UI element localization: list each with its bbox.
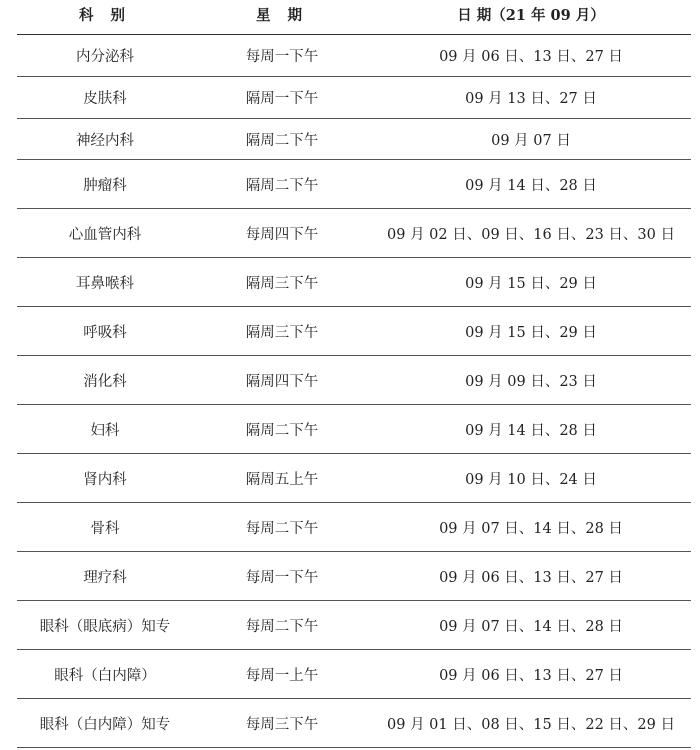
cell-dates: 09 月 07 日、14 日、28 日	[439, 520, 623, 537]
cell-dates: 09 月 02 日、09 日、16 日、23 日、30 日	[387, 226, 675, 243]
cell-department: 眼科（白内障）	[54, 667, 156, 684]
cell-weekday: 每周一下午	[245, 569, 319, 586]
cell-dates: 09 月 10 日、24 日	[465, 471, 597, 488]
cell-weekday: 每周三下午	[245, 716, 319, 733]
table-row	[17, 699, 691, 748]
table-row	[17, 35, 691, 77]
table-row	[17, 650, 691, 699]
header-weekday: 星 期	[255, 6, 309, 24]
table-row	[17, 119, 691, 160]
cell-weekday: 每周一上午	[245, 667, 319, 684]
cell-dates: 09 月 15 日、29 日	[465, 324, 597, 341]
cell-weekday: 每周四下午	[245, 226, 319, 243]
cell-department: 理疗科	[83, 569, 127, 586]
table-row	[17, 209, 691, 258]
cell-dates: 09 月 07 日	[491, 132, 571, 149]
table-row	[17, 552, 691, 601]
cell-dates: 09 月 06 日、13 日、27 日	[439, 569, 623, 586]
cell-weekday: 隔周五上午	[245, 471, 319, 488]
header-department: 科 别	[78, 6, 132, 24]
cell-weekday: 隔周二下午	[245, 422, 319, 439]
cell-weekday: 每周二下午	[245, 618, 319, 635]
cell-department: 眼科（眼底病）知专	[39, 618, 171, 635]
table-row	[17, 405, 691, 454]
table-row	[17, 160, 691, 209]
table-row	[17, 454, 691, 503]
cell-dates: 09 月 09 日、23 日	[465, 373, 597, 390]
cell-weekday: 隔周三下午	[245, 275, 319, 292]
cell-department: 耳鼻喉科	[76, 275, 134, 292]
table-row	[17, 503, 691, 552]
header-date: 日 期（21 年 09 月）	[457, 6, 605, 24]
cell-department: 眼科（白内障）知专	[39, 716, 171, 733]
table-row	[17, 258, 691, 307]
table-header	[17, 0, 691, 35]
table-row	[17, 601, 691, 650]
cell-dates: 09 月 13 日、27 日	[465, 91, 597, 107]
cell-department: 心血管内科	[68, 226, 142, 243]
cell-department: 神经内科	[76, 132, 134, 149]
cell-weekday: 隔周四下午	[245, 373, 319, 390]
cell-dates: 09 月 06 日、13 日、27 日	[439, 49, 623, 65]
cell-department: 呼吸科	[83, 324, 127, 341]
cell-dates: 09 月 01 日、08 日、15 日、22 日、29 日	[387, 716, 675, 733]
cell-dates: 09 月 15 日、29 日	[465, 275, 597, 292]
cell-weekday: 隔周二下午	[245, 177, 319, 194]
cell-weekday: 每周二下午	[245, 520, 319, 537]
table-row	[17, 307, 691, 356]
cell-dates: 09 月 14 日、28 日	[465, 422, 597, 439]
cell-department: 内分泌科	[76, 49, 134, 65]
cell-department: 消化科	[83, 373, 127, 390]
cell-department: 肿瘤科	[83, 177, 127, 194]
cell-weekday: 隔周三下午	[245, 324, 319, 341]
table-row	[17, 77, 691, 119]
cell-department: 妇科	[90, 422, 120, 439]
clinic-schedule-table	[17, 0, 691, 748]
cell-weekday: 每周一下午	[245, 49, 319, 65]
cell-dates: 09 月 07 日、14 日、28 日	[439, 618, 623, 635]
cell-weekday: 隔周二下午	[245, 132, 319, 149]
table-row	[17, 356, 691, 405]
cell-department: 骨科	[90, 520, 120, 537]
cell-department: 肾内科	[83, 471, 127, 488]
cell-weekday: 隔周一下午	[245, 91, 319, 107]
cell-dates: 09 月 14 日、28 日	[465, 177, 597, 194]
cell-dates: 09 月 06 日、13 日、27 日	[439, 667, 623, 684]
cell-department: 皮肤科	[83, 91, 127, 107]
